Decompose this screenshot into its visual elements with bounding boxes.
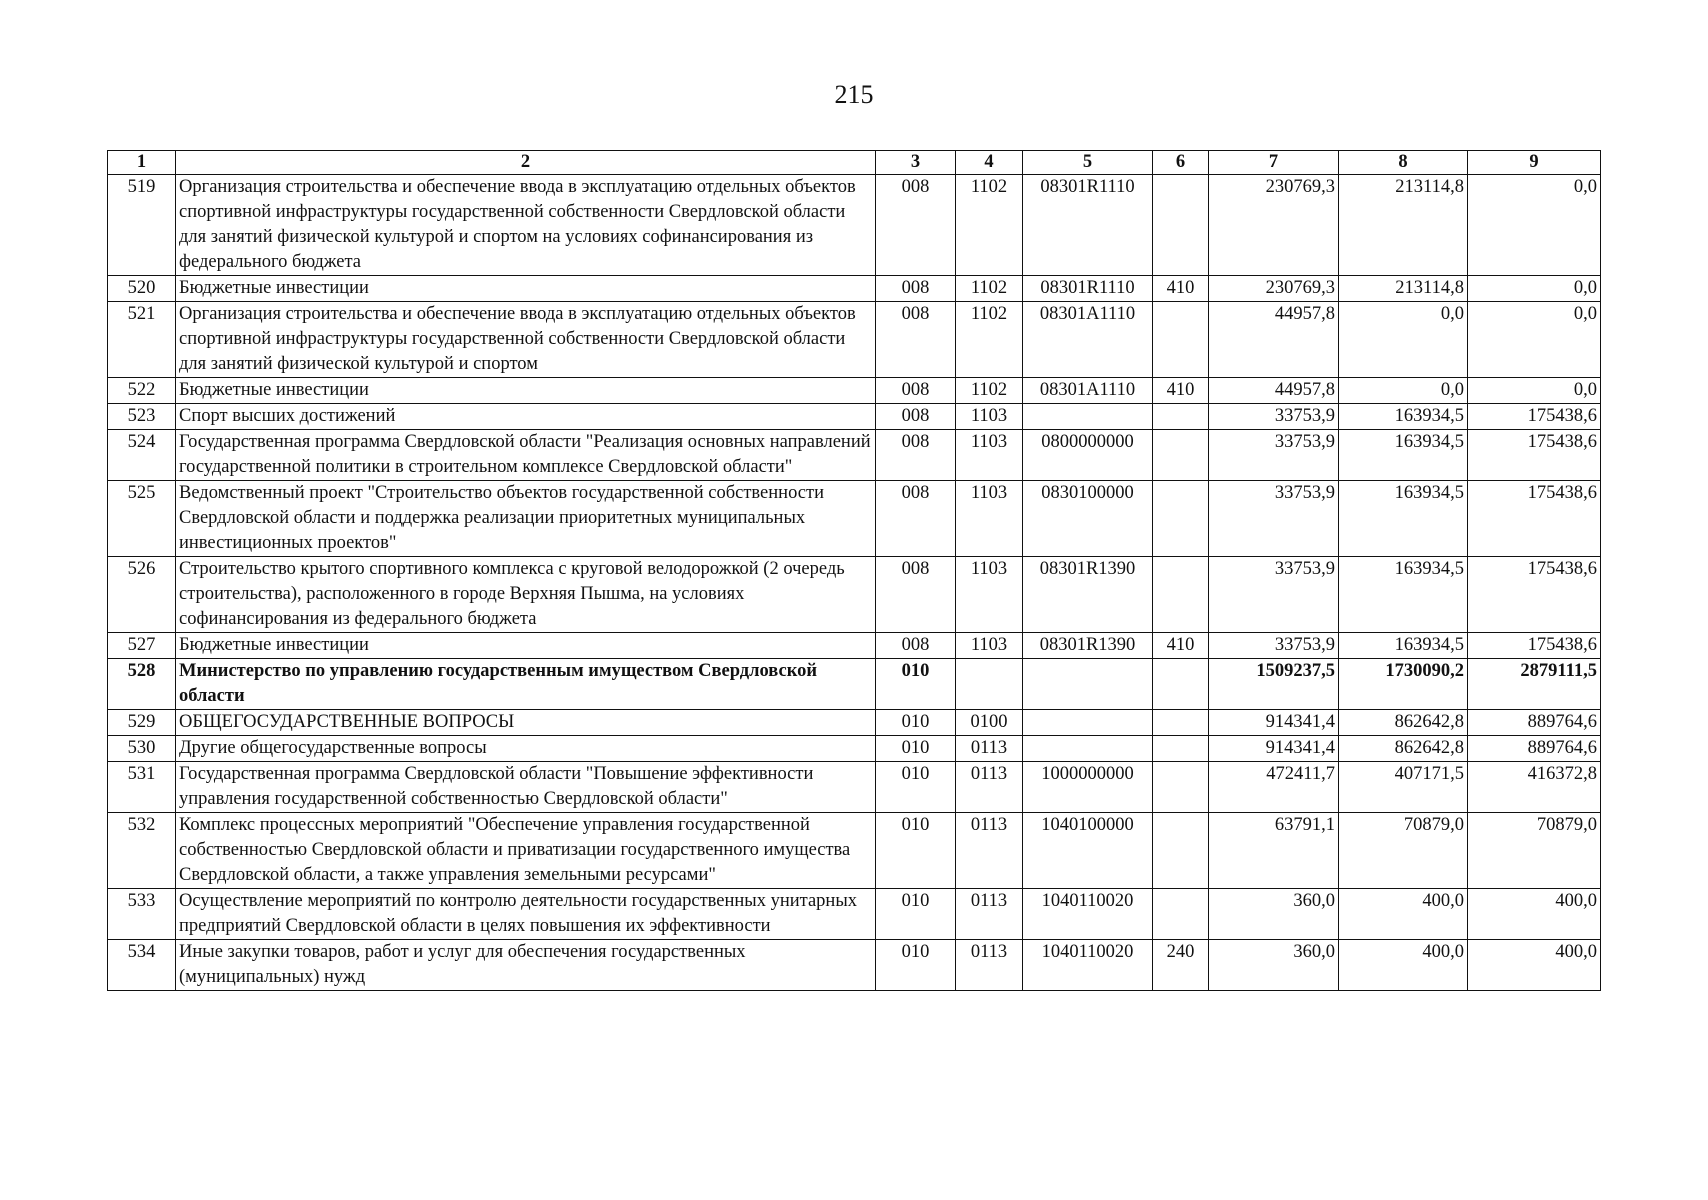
table-row — [108, 889, 1601, 940]
expense-type-code — [1153, 889, 1209, 940]
row-name: Осуществление мероприятий по контролю деятельности государственных унитарных предприятий Свердловской области в целях повышения их эффективности — [176, 889, 876, 940]
amount-year-2: 400,0 — [1339, 940, 1468, 991]
amount-year-2: 163934,5 — [1339, 404, 1468, 430]
section-code: 1102 — [956, 175, 1023, 276]
target-article-code — [1023, 404, 1153, 430]
section-code — [956, 659, 1023, 710]
amount-year-2: 400,0 — [1339, 889, 1468, 940]
amount-year-1: 33753,9 — [1209, 430, 1339, 481]
target-article-code: 1040100000 — [1023, 813, 1153, 889]
row-number: 519 — [108, 175, 176, 276]
row-name: Ведомственный проект "Строительство объектов государственной собственности Свердловской области и поддержка реализации приоритетных муниципальных инвестиционных проектов" — [176, 481, 876, 557]
row-name: Организация строительства и обеспечение ввода в эксплуатацию отдельных объектов спортивной инфраструктуры государственной собственности Свердловской области для занятий физической культурой и спортом — [176, 302, 876, 378]
amount-year-2: 163934,5 — [1339, 557, 1468, 633]
row-name: Бюджетные инвестиции — [176, 633, 876, 659]
row-name: Государственная программа Свердловской области "Повышение эффективности управления государственной собственностью Свердловской области" — [176, 762, 876, 813]
row-number: 534 — [108, 940, 176, 991]
amount-year-1: 472411,7 — [1209, 762, 1339, 813]
target-article-code — [1023, 659, 1153, 710]
amount-year-2: 213114,8 — [1339, 175, 1468, 276]
amount-year-2: 163934,5 — [1339, 633, 1468, 659]
column-header-6: 6 — [1153, 151, 1209, 175]
table-row — [108, 302, 1601, 378]
amount-year-1: 360,0 — [1209, 889, 1339, 940]
amount-year-3: 416372,8 — [1468, 762, 1601, 813]
row-name: Организация строительства и обеспечение ввода в эксплуатацию отдельных объектов спортивной инфраструктуры государственной собственности Свердловской области для занятий физической культурой и спортом на условиях софинансирования из федерального бюджета — [176, 175, 876, 276]
amount-year-2: 0,0 — [1339, 302, 1468, 378]
table-row — [108, 378, 1601, 404]
row-number: 530 — [108, 736, 176, 762]
amount-year-1: 230769,3 — [1209, 276, 1339, 302]
chapter-code: 008 — [876, 633, 956, 659]
amount-year-3: 889764,6 — [1468, 736, 1601, 762]
chapter-code: 010 — [876, 762, 956, 813]
amount-year-2: 1730090,2 — [1339, 659, 1468, 710]
chapter-code: 008 — [876, 404, 956, 430]
page-number: 215 — [834, 80, 874, 109]
section-code: 1103 — [956, 557, 1023, 633]
chapter-code: 008 — [876, 430, 956, 481]
expense-type-code — [1153, 175, 1209, 276]
expense-type-code — [1153, 557, 1209, 633]
row-number: 523 — [108, 404, 176, 430]
amount-year-2: 0,0 — [1339, 378, 1468, 404]
expense-type-code: 410 — [1153, 633, 1209, 659]
chapter-code: 010 — [876, 710, 956, 736]
table-row — [108, 710, 1601, 736]
amount-year-2: 163934,5 — [1339, 481, 1468, 557]
amount-year-3: 400,0 — [1468, 889, 1601, 940]
amount-year-2: 163934,5 — [1339, 430, 1468, 481]
amount-year-3: 0,0 — [1468, 378, 1601, 404]
row-name: Бюджетные инвестиции — [176, 276, 876, 302]
target-article-code: 1040110020 — [1023, 940, 1153, 991]
section-code: 1103 — [956, 633, 1023, 659]
amount-year-3: 175438,6 — [1468, 481, 1601, 557]
row-name: ОБЩЕГОСУДАРСТВЕННЫЕ ВОПРОСЫ — [176, 710, 876, 736]
row-name: Бюджетные инвестиции — [176, 378, 876, 404]
column-header-2: 2 — [176, 151, 876, 175]
section-code: 0100 — [956, 710, 1023, 736]
amount-year-3: 0,0 — [1468, 276, 1601, 302]
amount-year-1: 360,0 — [1209, 940, 1339, 991]
row-number: 521 — [108, 302, 176, 378]
section-code: 1103 — [956, 481, 1023, 557]
amount-year-2: 862642,8 — [1339, 736, 1468, 762]
row-number: 531 — [108, 762, 176, 813]
expense-type-code — [1153, 710, 1209, 736]
table-row — [108, 813, 1601, 889]
row-number: 524 — [108, 430, 176, 481]
amount-year-1: 914341,4 — [1209, 736, 1339, 762]
amount-year-2: 70879,0 — [1339, 813, 1468, 889]
amount-year-1: 230769,3 — [1209, 175, 1339, 276]
expense-type-code — [1153, 302, 1209, 378]
section-code: 0113 — [956, 940, 1023, 991]
table-row — [108, 481, 1601, 557]
section-code: 0113 — [956, 813, 1023, 889]
table-body — [108, 175, 1601, 991]
table-row — [108, 659, 1601, 710]
row-number: 522 — [108, 378, 176, 404]
column-header-7: 7 — [1209, 151, 1339, 175]
row-number: 520 — [108, 276, 176, 302]
column-header-8: 8 — [1339, 151, 1468, 175]
section-code: 1103 — [956, 430, 1023, 481]
amount-year-1: 44957,8 — [1209, 378, 1339, 404]
target-article-code: 1000000000 — [1023, 762, 1153, 813]
chapter-code: 010 — [876, 813, 956, 889]
row-number: 526 — [108, 557, 176, 633]
expense-type-code — [1153, 430, 1209, 481]
amount-year-3: 175438,6 — [1468, 404, 1601, 430]
expense-type-code — [1153, 481, 1209, 557]
expense-type-code — [1153, 404, 1209, 430]
chapter-code: 008 — [876, 276, 956, 302]
table-row — [108, 276, 1601, 302]
row-name: Государственная программа Свердловской области "Реализация основных направлений государственной политики в строительном комплексе Свердловской области" — [176, 430, 876, 481]
table-row — [108, 940, 1601, 991]
amount-year-1: 914341,4 — [1209, 710, 1339, 736]
target-article-code: 08301A1110 — [1023, 378, 1153, 404]
row-name: Комплекс процессных мероприятий "Обеспечение управления государственной собственностью Свердловской области и приватизации государственного имущества Свердловской области, а также управления земельными ресурсами" — [176, 813, 876, 889]
target-article-code: 08301R1110 — [1023, 276, 1153, 302]
section-code: 1102 — [956, 302, 1023, 378]
amount-year-1: 1509237,5 — [1209, 659, 1339, 710]
section-code: 1102 — [956, 276, 1023, 302]
amount-year-2: 407171,5 — [1339, 762, 1468, 813]
table-row — [108, 404, 1601, 430]
table-row — [108, 762, 1601, 813]
chapter-code: 008 — [876, 557, 956, 633]
amount-year-3: 175438,6 — [1468, 633, 1601, 659]
amount-year-3: 0,0 — [1468, 302, 1601, 378]
table-row — [108, 736, 1601, 762]
chapter-code: 010 — [876, 889, 956, 940]
amount-year-1: 33753,9 — [1209, 481, 1339, 557]
target-article-code: 08301R1110 — [1023, 175, 1153, 276]
column-header-9: 9 — [1468, 151, 1601, 175]
amount-year-1: 33753,9 — [1209, 633, 1339, 659]
row-number: 529 — [108, 710, 176, 736]
amount-year-3: 175438,6 — [1468, 430, 1601, 481]
chapter-code: 010 — [876, 940, 956, 991]
amount-year-3: 2879111,5 — [1468, 659, 1601, 710]
row-name: Министерство по управлению государственным имуществом Свердловской области — [176, 659, 876, 710]
table-row — [108, 557, 1601, 633]
amount-year-3: 400,0 — [1468, 940, 1601, 991]
amount-year-3: 70879,0 — [1468, 813, 1601, 889]
amount-year-1: 33753,9 — [1209, 404, 1339, 430]
chapter-code: 008 — [876, 481, 956, 557]
row-name: Иные закупки товаров, работ и услуг для обеспечения государственных (муниципальных) нужд — [176, 940, 876, 991]
chapter-code: 010 — [876, 659, 956, 710]
row-number: 528 — [108, 659, 176, 710]
target-article-code: 08301R1390 — [1023, 633, 1153, 659]
column-header-1: 1 — [108, 151, 176, 175]
amount-year-3: 175438,6 — [1468, 557, 1601, 633]
amount-year-1: 44957,8 — [1209, 302, 1339, 378]
table-row — [108, 175, 1601, 276]
section-code: 0113 — [956, 762, 1023, 813]
expense-type-code: 240 — [1153, 940, 1209, 991]
target-article-code: 08301A1110 — [1023, 302, 1153, 378]
column-header-3: 3 — [876, 151, 956, 175]
row-name: Другие общегосударственные вопросы — [176, 736, 876, 762]
section-code: 1102 — [956, 378, 1023, 404]
section-code: 0113 — [956, 889, 1023, 940]
row-name: Спорт высших достижений — [176, 404, 876, 430]
expense-type-code — [1153, 736, 1209, 762]
amount-year-1: 33753,9 — [1209, 557, 1339, 633]
budget-table — [107, 150, 1601, 991]
row-number: 533 — [108, 889, 176, 940]
chapter-code: 008 — [876, 175, 956, 276]
row-name: Строительство крытого спортивного комплекса с круговой велодорожкой (2 очередь строительства), расположенного в городе Верхняя Пышма, на условиях софинансирования из федерального бюджета — [176, 557, 876, 633]
expense-type-code: 410 — [1153, 276, 1209, 302]
table-row — [108, 633, 1601, 659]
section-code: 1103 — [956, 404, 1023, 430]
expense-type-code — [1153, 659, 1209, 710]
chapter-code: 008 — [876, 302, 956, 378]
row-number: 532 — [108, 813, 176, 889]
target-article-code: 0830100000 — [1023, 481, 1153, 557]
target-article-code: 0800000000 — [1023, 430, 1153, 481]
amount-year-2: 213114,8 — [1339, 276, 1468, 302]
amount-year-2: 862642,8 — [1339, 710, 1468, 736]
chapter-code: 008 — [876, 378, 956, 404]
target-article-code — [1023, 710, 1153, 736]
expense-type-code — [1153, 813, 1209, 889]
section-code: 0113 — [956, 736, 1023, 762]
target-article-code: 1040110020 — [1023, 889, 1153, 940]
table-row — [108, 430, 1601, 481]
row-number: 525 — [108, 481, 176, 557]
expense-type-code — [1153, 762, 1209, 813]
column-header-4: 4 — [956, 151, 1023, 175]
amount-year-3: 0,0 — [1468, 175, 1601, 276]
expense-type-code: 410 — [1153, 378, 1209, 404]
chapter-code: 010 — [876, 736, 956, 762]
table-header-row — [108, 151, 1601, 175]
row-number: 527 — [108, 633, 176, 659]
column-header-5: 5 — [1023, 151, 1153, 175]
amount-year-1: 63791,1 — [1209, 813, 1339, 889]
target-article-code — [1023, 736, 1153, 762]
target-article-code: 08301R1390 — [1023, 557, 1153, 633]
amount-year-3: 889764,6 — [1468, 710, 1601, 736]
